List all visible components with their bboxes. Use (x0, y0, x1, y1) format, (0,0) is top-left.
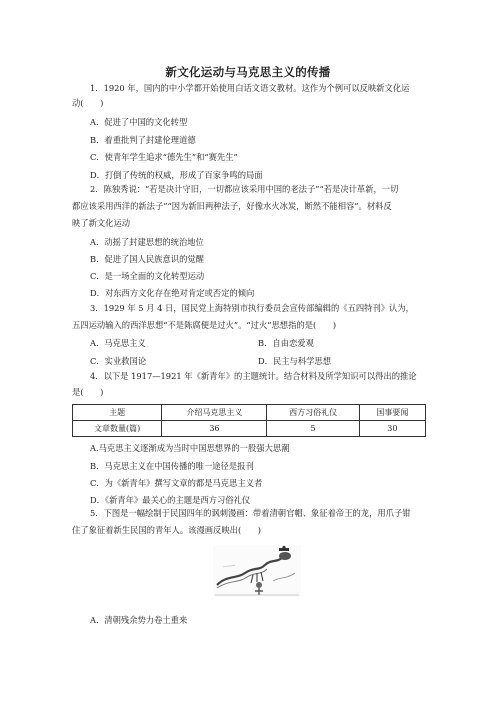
q1-option-d: D．打倒了传统的权威，形成了百家争鸣的局面 (90, 170, 263, 180)
q4-stem-line1: 4．以下是 1917—1921 年《新青年》的主题统计。结合材料及所学知识可以得出的推论 (90, 371, 417, 381)
q3-option-a: A．马克思主义 (90, 338, 146, 348)
q4-option-a: A.马克思主义逐渐成为当时中国思想界的一股强大思潮 (90, 443, 290, 453)
table-header-row (73, 405, 426, 421)
table-cell: 30 (359, 421, 425, 437)
q2-option-c: C．是一场全面的文化转型运动 (90, 271, 205, 281)
q3-stem-line2: 五四运动输入的西洋思想“不是陈腐便是过火”。“过火”思想指的是( ) (72, 320, 337, 330)
q4-option-d: D．《新青年》最关心的主题是西方习俗礼仪 (90, 495, 251, 505)
table-header-cell: 主题 (73, 405, 162, 421)
q3-option-d: D．民主与科学思想 (258, 356, 332, 366)
q1-option-b: B．着重批判了封建伦理道德 (90, 135, 196, 145)
table-cell: 36 (162, 421, 267, 437)
q2-stem-line3: 映了新文化运动 (72, 218, 131, 228)
topic-statistics-table (72, 404, 426, 437)
q1-stem-line2: 动( ) (72, 98, 104, 108)
q5-stem-line1: 5．下图是一幅绘制于民国四年的讽刺漫画：带着清朝官帽、象征着帝王的龙，用爪子钳 (90, 508, 411, 518)
q2-option-d: D．对东西方文化存在绝对肯定或否定的倾向 (90, 288, 255, 298)
page-title: 新文化运动与马克思主义的传播 (165, 65, 331, 79)
satirical-cartoon-image (213, 545, 301, 597)
table-header-cell: 西方习俗礼仪 (267, 405, 359, 421)
q1-option-a: A．促进了中国的文化转型 (90, 117, 188, 127)
q2-option-a: A．动摇了封建思想的统治地位 (90, 237, 204, 247)
q5-stem-line2: 住了象征着新生民国的青年人。该漫画反映出( ) (72, 525, 262, 535)
table-row-label: 文章数量(篇) (73, 421, 162, 437)
q3-option-c: C．实业救国论 (90, 356, 147, 366)
q1-option-c: C．使青年学生追求“德先生”和“赛先生” (90, 152, 238, 162)
table-cell: 5 (267, 421, 359, 437)
q3-option-b: B．自由恋爱观 (258, 338, 314, 348)
q4-stem-line2: 是( ) (72, 387, 104, 397)
q4-option-b: B．马克思主义在中国传播的唯一途径是报刊 (90, 461, 254, 471)
q2-stem-line2: 都应该采用西洋的新法子”“因为新旧两种法子，好像水火冰炭，断然不能相容”。材料反 (72, 201, 392, 211)
table-row (73, 421, 426, 437)
table-header-cell: 介绍马克思主义 (162, 405, 267, 421)
table-header-cell: 国事要闻 (359, 405, 425, 421)
q4-option-c: C．为《新青年》撰写文章的都是马克思主义者 (90, 478, 263, 488)
q2-option-b: B．促进了国人民族意识的觉醒 (90, 254, 204, 264)
q1-stem-line1: 1．1920 年，国内的中小学都开始使用白话文语文教材。这作为个例可以反映新文化运 (90, 83, 410, 93)
q2-stem-line1: 2．陈独秀说：“若是决计守旧，一切都应该采用中国的老法子”“若是决计革新，一切 (90, 184, 399, 194)
q3-stem-line1: 3．1929 年 5 月 4 日，国民党上海特别市执行委员会宣传部编辑的《五四特刊》认为， (90, 303, 414, 313)
q5-option-a: A．清朝残余势力卷土重来 (90, 615, 188, 625)
